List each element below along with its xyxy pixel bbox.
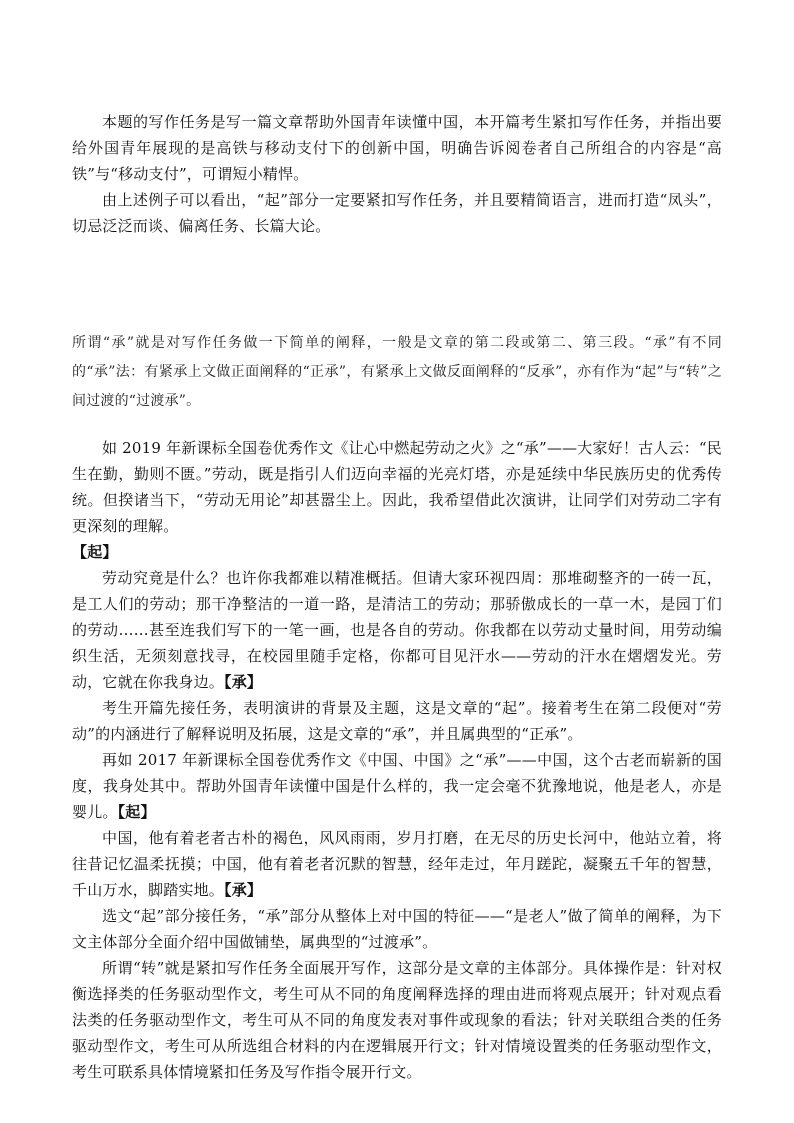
section-cheng-definition (72, 329, 722, 416)
paragraph: 由上述例子可以看出，“起”部分一定要紧扣写作任务，并且要精简语言，进而打造“凤头”，切忌泛泛而谈、偏离任务、长篇大论。 (72, 191, 722, 235)
paragraph-text: 再如 2017 年新课标全国卷优秀作文《中国、中国》之“承”——中国，这个古老而崭新的国度，我身处其中。帮助外国青年读懂中国是什么样的，我一定会毫不犹豫地说，他是老人，亦是婴儿。 (72, 751, 722, 821)
paragraph (72, 435, 722, 565)
section-qi-analysis (72, 109, 722, 239)
paragraph-text: 中国，他有着老者古朴的褐色，风风雨雨，岁月打磨，在无尽的历史长河中，他站立着，将往昔记忆温柔抚摸；中国，他有着老者沉默的智慧，经年走过，年月蹉跎，凝聚五千年的智慧，千山万水，脚踏实地。 (72, 829, 722, 899)
paragraph: 选文“起”部分接任务，“承”部分从整体上对中国的特征——“是老人”做了简单的阐释，为下文主体部分全面介绍中国做铺垫，属典型的“过渡承”。 (72, 907, 722, 951)
paragraph: 所谓“承”就是对写作任务做一下简单的阐释，一般是文章的第二段或第二、第三段。“承”有不同的“承”法：有紧承上文做正面阐释的“正承”，有紧承上文做反面阐释的“反承”，亦有作为“起”与“转”之间过渡的“过渡承”。 (72, 335, 722, 409)
paragraph: 所谓“转”就是紧扣写作任务全面展开写作，这部分是文章的主体部分。具体操作是：针对权衡选择类的任务驱动型作文，考生可从不同的角度阐释选择的理由进而将观点展开；针对观点看法类的任务驱动型作文，考生可从不同的角度发表对事件或现象的看法；针对关联组合类的任务驱动型作文，考生可从所选组合材料的内在逻辑展开行文；针对情境设置类的任务驱动型作文，考生可联系具体情境紧扣任务及写作指令展开行文。 (72, 959, 722, 1081)
tag-cheng: 【承】 (224, 673, 263, 691)
tag-qi: 【起】 (72, 543, 118, 561)
paragraph (72, 747, 722, 825)
tag-cheng: 【承】 (224, 881, 263, 899)
tag-qi: 【起】 (117, 803, 156, 821)
paragraph (72, 825, 722, 903)
section-examples (72, 435, 722, 1085)
paragraph: 本题的写作任务是写一篇文章帮助外国青年读懂中国，本开篇考生紧扣写作任务，并指出要给外国青年展现的是高铁与移动支付下的创新中国，明确告诉阅卷者自己所组合的内容是“高铁”与“移动支付”，可谓短小精悍。 (72, 113, 722, 183)
paragraph-text: 如 2019 年新课标全国卷优秀作文《让心中燃起劳动之火》之“承”——大家好！古人云：“民生在勤，勤则不匮。”劳动，既是指引人们迈向幸福的光亮灯塔，亦是延续中华民族历史的优秀传统。但揆诸当下，“劳动无用论”却甚嚣尘上。因此，我希望借此次演讲，让同学们对劳动二字有更深刻的理解。 (72, 439, 722, 535)
paragraph: 考生开篇先接任务，表明演讲的背景及主题，这是文章的“起”。接着考生在第二段便对“劳动”的内涵进行了解释说明及拓展，这是文章的“承”，并且属典型的“正承”。 (72, 699, 722, 743)
paragraph (72, 565, 722, 695)
paragraph-text: 劳动究竟是什么？也许你我都难以精准概括。但请大家环视四周：那堆砌整齐的一砖一瓦，是工人们的劳动；那干净整洁的一道一路，是清洁工的劳动；那骄傲成长的一草一木，是园丁们的劳动……甚至连我们写下的一笔一画，也是各自的劳动。你我都在以劳动丈量时间，用劳动编织生活，无须刻意找寻，在校园里随手定格，你都可目见汗水——劳动的汗水在熠熠发光。劳动，它就在你我身边。 (72, 569, 722, 691)
